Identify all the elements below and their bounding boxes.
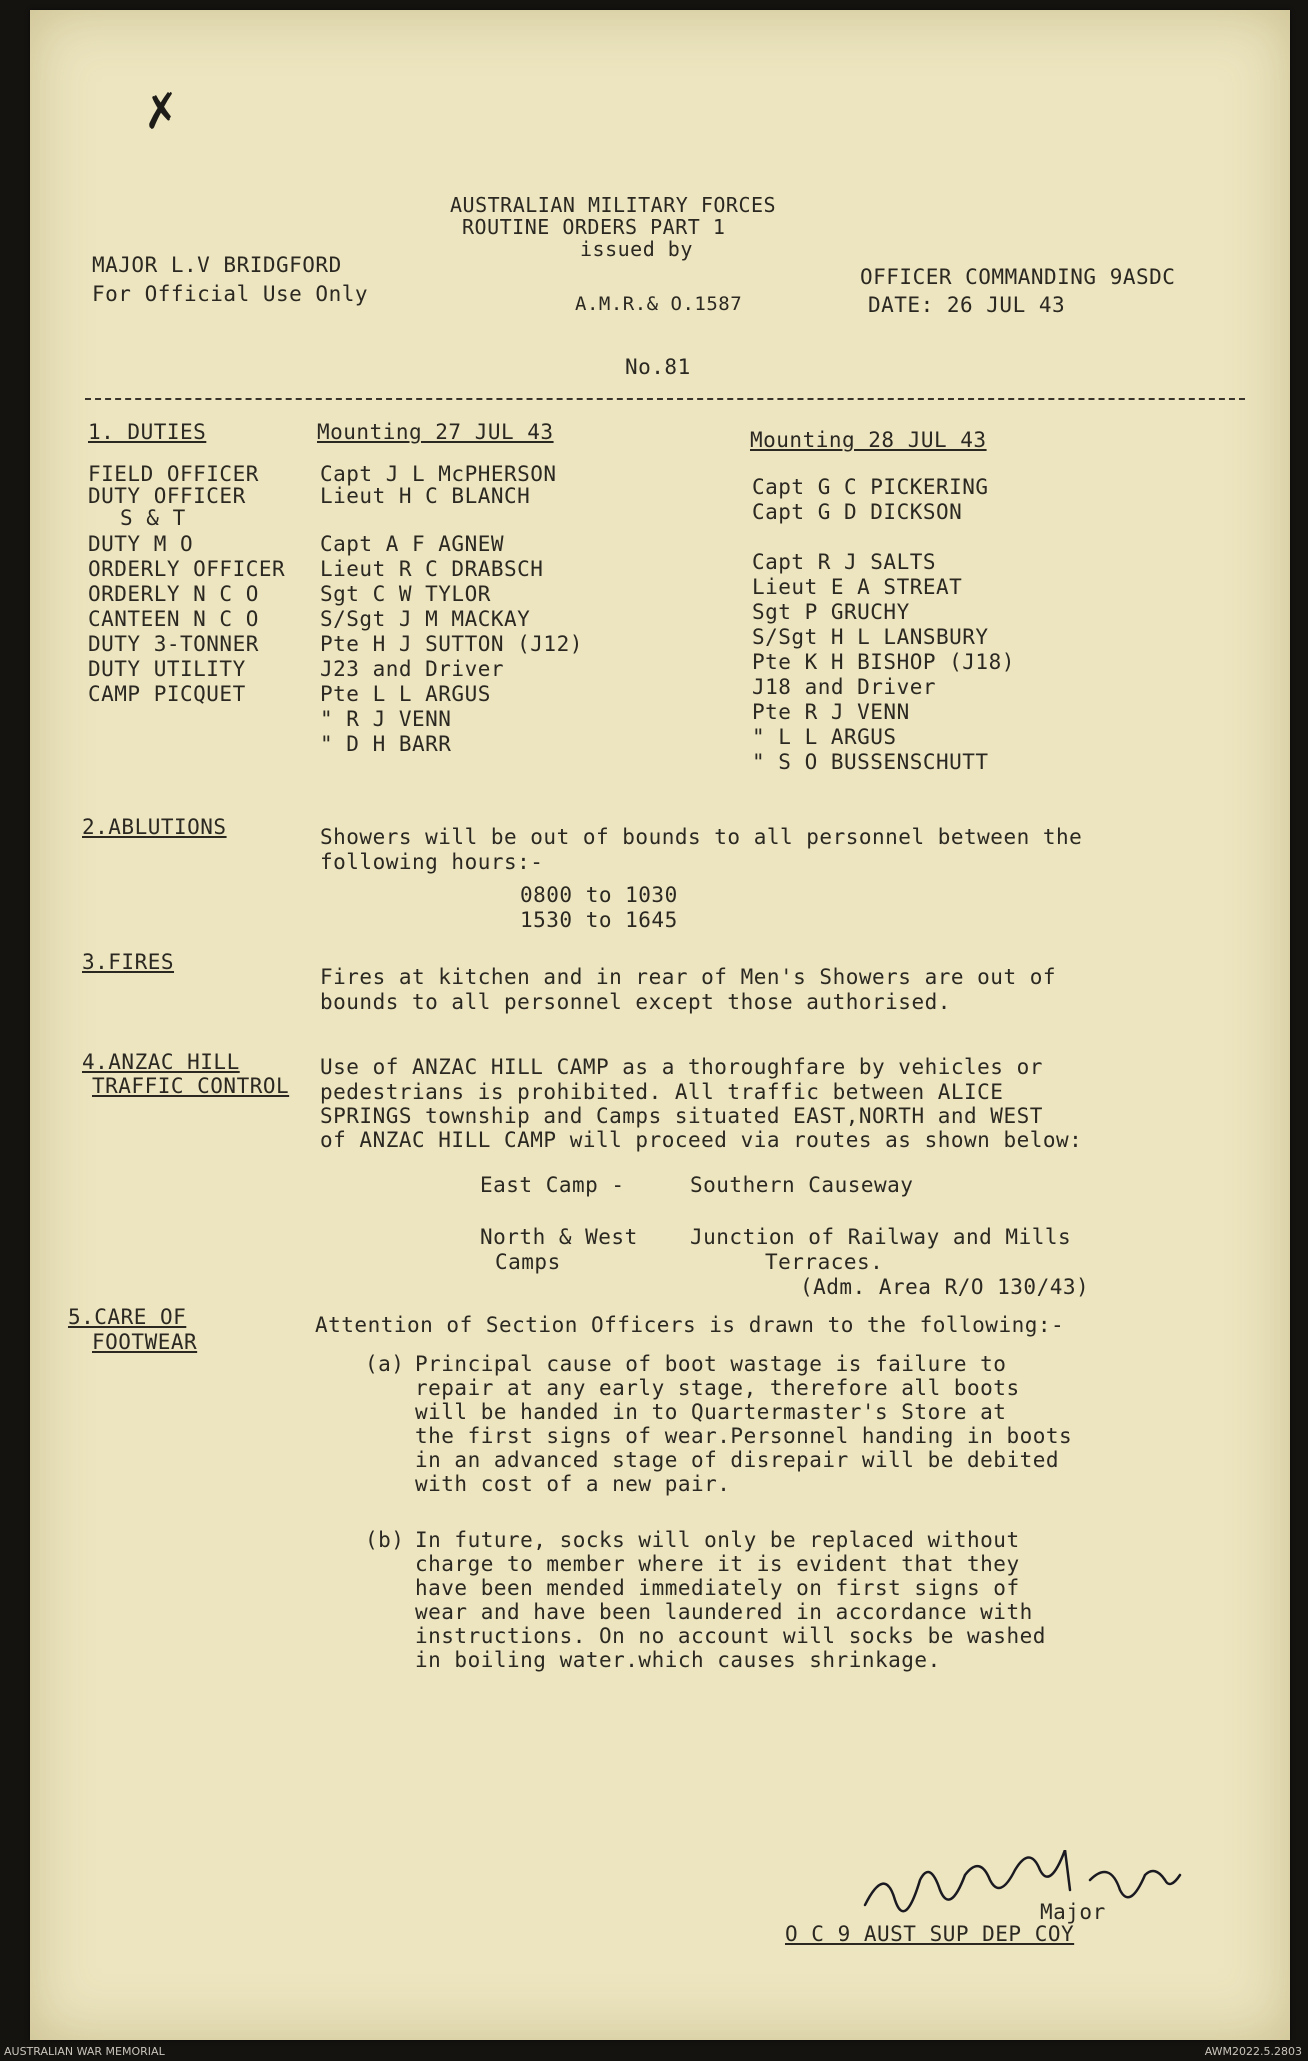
signature-rank: Major — [1040, 1900, 1106, 1924]
route-from: East Camp - — [480, 1173, 625, 1197]
anzac-line: SPRINGS township and Camps situated EAST,NORTH and WEST — [320, 1104, 1043, 1128]
duty-role: ORDERLY N C O — [88, 582, 259, 606]
fires-line: Fires at kitchen and in rear of Men's Showers are out of — [320, 965, 1057, 989]
route-to: Southern Causeway — [690, 1173, 914, 1197]
forces-title: AUSTRALIAN MILITARY FORCES — [450, 193, 777, 217]
duty-entry-col2: Lieut E A STREAT — [752, 575, 963, 599]
duty-role: DUTY OFFICER — [88, 484, 246, 508]
duty-entry-col1: Pte L L ARGUS — [320, 682, 491, 706]
anzac-heading-sub: TRAFFIC CONTROL — [92, 1074, 290, 1098]
footwear-line: with cost of a new pair. — [415, 1472, 731, 1496]
footwear-intro: Attention of Section Officers is drawn to the following:- — [315, 1313, 1065, 1337]
order-number: No.81 — [625, 355, 691, 379]
ablutions-line: following hours:- — [320, 850, 544, 874]
footwear-line: In future, socks will only be replaced without — [415, 1528, 1020, 1552]
footwear-line: the first signs of wear.Personnel handing in boots — [415, 1424, 1073, 1448]
route-to: Terraces. — [765, 1250, 884, 1274]
anzac-line: Use of ANZAC HILL CAMP as a thoroughfare by vehicles or — [320, 1055, 1043, 1079]
footwear-item-label: (b) — [365, 1528, 405, 1552]
duty-entry-col1: " D H BARR — [320, 732, 452, 756]
duty-role: ORDERLY OFFICER — [88, 557, 286, 581]
duty-entry-col1: Capt A F AGNEW — [320, 532, 505, 556]
duty-entry-col1: " R J VENN — [320, 707, 452, 731]
footwear-heading: 5.CARE OF — [68, 1305, 187, 1329]
footwear-line: have been mended immediately on first signs of — [415, 1576, 1020, 1600]
route-from: Camps — [495, 1250, 561, 1274]
fires-heading: 3.FIRES — [82, 950, 175, 974]
issuer-name: MAJOR L.V BRIDGFORD — [92, 253, 342, 277]
handwritten-mark: ✗ — [138, 81, 185, 141]
route-to: Junction of Railway and Mills — [690, 1225, 1072, 1249]
officer-commanding: OFFICER COMMANDING 9ASDC — [860, 265, 1176, 289]
footwear-line: instructions. On no account will socks be washed — [415, 1624, 1046, 1648]
duty-role: FIELD OFFICER — [88, 462, 259, 486]
duty-role: S & T — [120, 506, 186, 530]
anzac-heading: 4.ANZAC HILL — [82, 1050, 240, 1074]
duty-entry-col1: Capt J L McPHERSON — [320, 462, 557, 486]
ablutions-time: 0800 to 1030 — [520, 883, 678, 907]
duty-role: DUTY UTILITY — [88, 657, 246, 681]
ablutions-heading: 2.ABLUTIONS — [82, 815, 227, 839]
footwear-line: repair at any early stage, therefore all boots — [415, 1376, 1020, 1400]
footer-reference: AWM2022.5.2803 — [1204, 2045, 1302, 2058]
order-date: DATE: 26 JUL 43 — [868, 293, 1066, 317]
duty-role: CAMP PICQUET — [88, 682, 246, 706]
routine-orders-title: ROUTINE ORDERS PART 1 — [462, 215, 726, 239]
footwear-heading-sub: FOOTWEAR — [92, 1330, 198, 1354]
reference-number: A.M.R.& O.1587 — [575, 293, 743, 315]
duty-entry-col2: J18 and Driver — [752, 675, 937, 699]
footwear-line: will be handed in to Quartermaster's Store at — [415, 1400, 1007, 1424]
duty-entry-col2: Pte R J VENN — [752, 700, 910, 724]
divider-line — [85, 398, 1245, 400]
footwear-line: in boiling water.which causes shrinkage. — [415, 1648, 941, 1672]
fires-line: bounds to all personnel except those authorised. — [320, 990, 951, 1014]
duty-entry-col2: Capt G D DICKSON — [752, 500, 963, 524]
duty-entry-col2: S/Sgt H L LANSBURY — [752, 625, 989, 649]
anzac-line: pedestrians is prohibited. All traffic between ALICE — [320, 1080, 1004, 1104]
issued-by-label: issued by — [580, 237, 693, 261]
duty-role: CANTEEN N C O — [88, 607, 259, 631]
duties-col1-title: Mounting 27 JUL 43 — [317, 420, 554, 444]
footer-archive: AUSTRALIAN WAR MEMORIAL — [4, 2045, 165, 2058]
anzac-reference: (Adm. Area R/O 130/43) — [800, 1275, 1090, 1299]
duty-role: DUTY M O — [88, 532, 194, 556]
duty-entry-col2: " S O BUSSENSCHUTT — [752, 750, 989, 774]
footwear-line: wear and have been laundered in accordance with — [415, 1600, 1033, 1624]
ablutions-time: 1530 to 1645 — [520, 908, 678, 932]
footwear-line: charge to member where it is evident that they — [415, 1552, 1020, 1576]
footwear-line: in an advanced stage of disrepair will be debited — [415, 1448, 1060, 1472]
footwear-line: Principal cause of boot wastage is failure to — [415, 1352, 1007, 1376]
duty-entry-col2: Capt R J SALTS — [752, 550, 937, 574]
duties-col2-title: Mounting 28 JUL 43 — [750, 428, 987, 452]
duty-entry-col2: Pte K H BISHOP (J18) — [752, 650, 1015, 674]
document-sheet — [30, 10, 1290, 2040]
duty-entry-col1: S/Sgt J M MACKAY — [320, 607, 531, 631]
duty-entry-col2: " L L ARGUS — [752, 725, 897, 749]
route-from: North & West — [480, 1225, 638, 1249]
classification: For Official Use Only — [92, 282, 369, 306]
duty-entry-col1: Lieut R C DRABSCH — [320, 557, 544, 581]
footwear-item-label: (a) — [365, 1352, 405, 1376]
duty-entry-col1: J23 and Driver — [320, 657, 505, 681]
duty-entry-col1: Sgt C W TYLOR — [320, 582, 491, 606]
duties-heading: 1. DUTIES — [88, 420, 207, 444]
duty-entry-col2: Sgt P GRUCHY — [752, 600, 910, 624]
signature-unit: O C 9 AUST SUP DEP COY — [785, 1922, 1075, 1946]
duty-entry-col1: Lieut H C BLANCH — [320, 484, 531, 508]
duty-role: DUTY 3-TONNER — [88, 632, 259, 656]
anzac-line: of ANZAC HILL CAMP will proceed via routes as shown below: — [320, 1128, 1083, 1152]
duty-entry-col1: Pte H J SUTTON (J12) — [320, 632, 583, 656]
ablutions-line: Showers will be out of bounds to all personnel between the — [320, 825, 1083, 849]
duty-entry-col2: Capt G C PICKERING — [752, 475, 989, 499]
